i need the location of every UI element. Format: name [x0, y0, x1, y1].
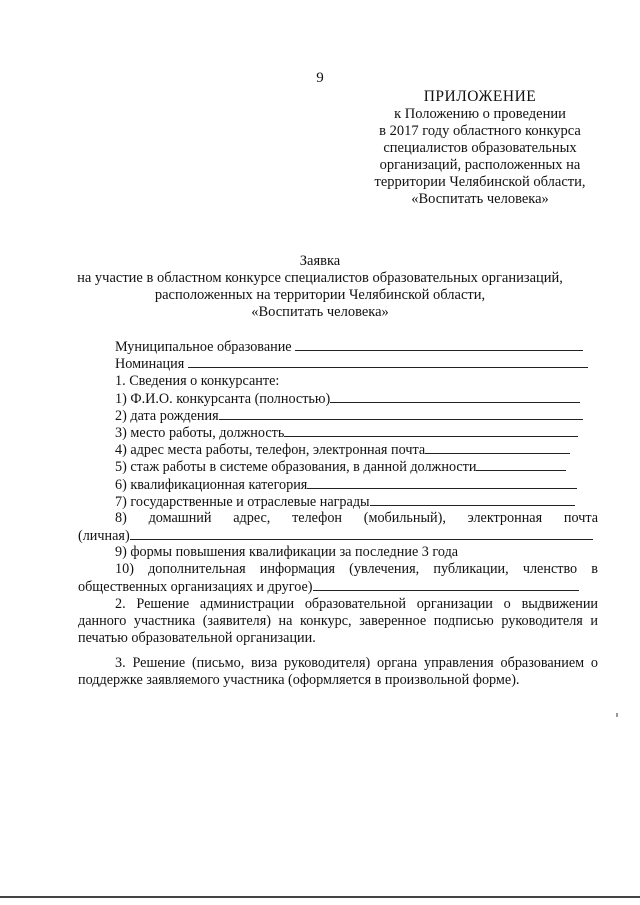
fill-line — [370, 493, 575, 506]
form-section-1: 1. Сведения о конкурсанте: — [115, 373, 280, 389]
form-field-additional-info-cont — [78, 578, 579, 596]
form-field-nomination — [115, 355, 588, 373]
section-3-text: 3. Решение (письмо, виза руководителя) органа управления образованием о поддержке заявляемого участника (оформляется в произвольной форме). — [78, 655, 598, 688]
fill-line — [188, 355, 588, 368]
fill-line — [130, 527, 593, 540]
fill-line — [284, 424, 578, 437]
appendix-line: специалистов образовательных — [383, 140, 577, 156]
field-label: 4) адрес места работы, телефон, электронная почта — [115, 442, 426, 458]
fill-line — [307, 476, 577, 489]
form-field-birthdate — [115, 407, 583, 425]
appendix-header — [330, 88, 630, 208]
form-field-experience — [115, 458, 566, 476]
field-label: 6) квалификационная категория — [115, 477, 308, 493]
application-heading — [0, 253, 640, 321]
appendix-line: организаций, расположенных на — [379, 157, 581, 173]
fill-line — [330, 390, 580, 403]
field-label: Муниципальное образование — [115, 339, 292, 355]
appendix-line: к Положению о проведении — [394, 106, 566, 122]
scan-speck — [616, 713, 618, 717]
page-number: 9 — [316, 70, 324, 86]
form-field-workplace — [115, 424, 578, 442]
appendix-title: ПРИЛОЖЕНИЕ — [423, 88, 537, 105]
fill-line — [295, 338, 583, 351]
appendix-line: в 2017 году областного конкурса — [379, 123, 581, 139]
field-label: 7) государственные и отраслевые награды — [115, 494, 370, 510]
application-subtitle-line: расположенных на территории Челябинской области, — [154, 287, 486, 303]
appendix-line: территории Челябинской области, — [374, 174, 586, 190]
form-field-work-address — [115, 441, 570, 459]
fill-line — [313, 578, 579, 591]
application-title: Заявка — [299, 253, 341, 269]
form-field-home-address: 8) домашний адрес, телефон (мобильный), электронная почта — [115, 510, 598, 526]
form-field-category — [115, 476, 577, 494]
application-subtitle-line: «Воспитать человека» — [251, 304, 389, 320]
fill-line — [425, 441, 570, 454]
form-field-fio — [115, 390, 580, 408]
field-label: 5) стаж работы в системе образования, в данной должности — [115, 459, 477, 475]
field-label: (личная) — [78, 528, 130, 544]
field-label: Номинация — [115, 356, 185, 372]
form-field-home-address-cont — [78, 527, 593, 545]
form-field-additional-info: 10) дополнительная информация (увлечения, публикации, членство в — [115, 561, 598, 577]
fill-line — [219, 407, 583, 420]
application-subtitle-line: на участие в областном конкурсе специалистов образовательных организаций, — [77, 270, 563, 286]
fill-line — [476, 458, 566, 471]
section-2-paragraph — [78, 596, 598, 647]
form-field-awards — [115, 493, 575, 511]
form-field-municipality — [115, 338, 583, 356]
field-label: 2) дата рождения — [115, 408, 219, 424]
field-label: 1) Ф.И.О. конкурсанта (полностью) — [115, 391, 331, 407]
scan-bottom-edge — [0, 896, 640, 898]
section-3-paragraph — [78, 655, 598, 689]
field-label: общественных организациях и другое) — [78, 579, 313, 595]
appendix-line: «Воспитать человека» — [411, 191, 549, 207]
section-2-text: 2. Решение администрации образовательной организации о выдвижении данного участника (заявителя) на конкурс, заверенное подписью руководителя и печатью образовательной организации. — [78, 596, 598, 646]
field-label: 3) место работы, должность — [115, 425, 285, 441]
form-field-training: 9) формы повышения квалификации за последние 3 года — [115, 544, 459, 560]
